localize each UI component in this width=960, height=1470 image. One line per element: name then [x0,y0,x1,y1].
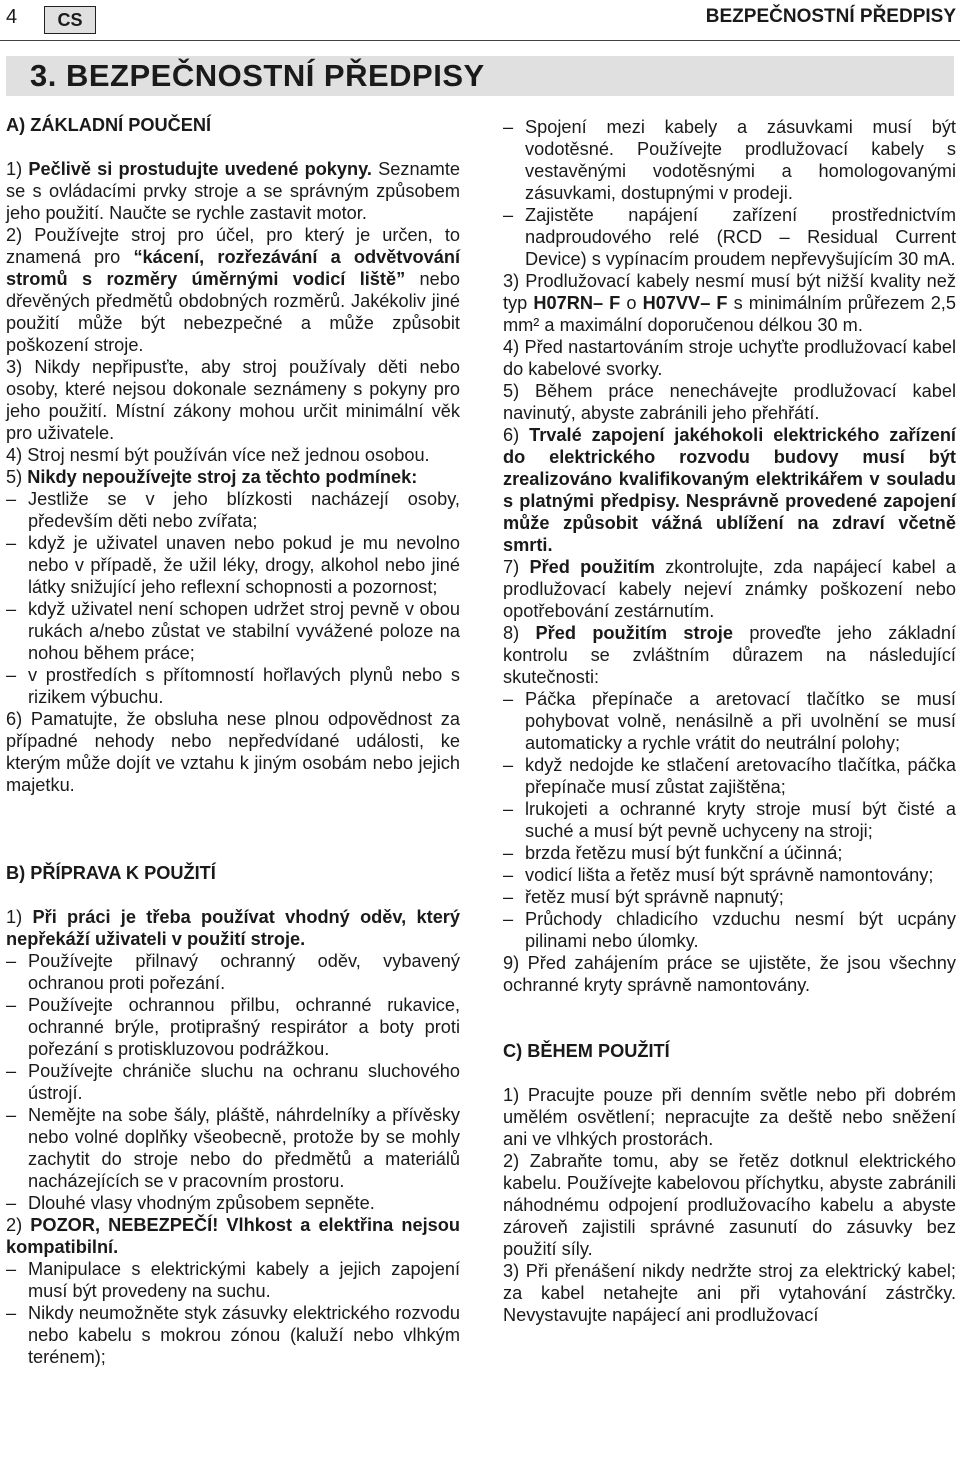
list-item: – Používejte chrániče sluchu na ochranu sluchového ústrojí. [6,1060,460,1104]
list-item: – vodicí lišta a řetěz musí být správně namontovány; [503,864,956,886]
list-item: – Spojení mezi kabely a zásuvkami musí být vodotěsné. Používejte prodlužovací kabely s vestavěnými vodotěsnými a homologovanými zásuvkami, dostupnými v prodeji. [503,116,956,204]
right-column [503,116,956,1326]
list-item: – Nikdy neumožněte styk zásuvky elektrického rozvodu nebo kabelu s mokrou zónou (kaluží nebo vlhkým terénem); [6,1302,460,1368]
paragraph: 9) Před zahájením práce se ujistěte, že jsou všechny ochranné kryty správně namontovány. [503,953,956,995]
paragraph: 4) Stroj nesmí být používán více než jednou osobou. [6,445,430,465]
list-item: – Zajistěte napájení zařízení prostřednictvím nadproudového relé (RCD – Residual Current Device) s vypínacím proudem nepřevyšujícím 30 mA. [503,204,956,270]
list-item: – Jestliže se v jeho blízkosti nacházejí osoby, především děti nebo zvířata; [6,488,460,532]
list-item: – řetěz musí být správně napnutý; [503,886,956,908]
paragraph: 3) Prodlužovací kabely nesmí musí být nižší kvality než typ H07RN– F o H07VV– F s minimálním průřezem 2,5 mm² a maximální doporučenou délkou 30 m. [503,271,956,335]
list-item: – Průchody chladicího vzduchu nesmí být ucpány pilinami nebo úlomky. [503,908,956,952]
section-b-heading: B) PŘÍPRAVA K POUŽITÍ [6,863,216,883]
paragraph: 3) Nikdy nepřipusťte, aby stroj používaly děti nebo osoby, které nejsou dokonale seznámeny s pokyny pro jeho použití. Místní zákony mohou určit minimální věk pro uživatele. [6,357,460,443]
list-item: – brzda řetězu musí být funkční a účinná; [503,842,956,864]
paragraph: 1) Pracujte pouze při denním světle nebo při dobrém umělém osvětlení; nepracujte za deště nebo sněžení ani ve vlhkých prostorách. [503,1085,956,1149]
paragraph: 3) Při přenášení nikdy nedržte stroj za elektrický kabel; za kabel netahejte ani při vytahování zástrčky. Nevystavujte napájecí ani prodlužovací [503,1261,956,1325]
chapter-title: 3. BEZPEČNOSTNÍ PŘEDPISY [30,58,485,93]
list-item: – když je uživatel unaven nebo pokud je mu nevolno nebo v případě, že užil léky, drogy, alkohol nebo jiné látky snižující jeho reflexní schopnosti a pozornost; [6,532,460,598]
section-c-heading: C) BĚHEM POUŽITÍ [503,1041,670,1061]
paragraph: 2) Zabraňte tomu, aby se řetěz dotknul elektrického kabelu. Používejte kabelovou příchytku, abyste zabránili náhodnému odpojení prodlužovacího kabelu a abyste zároveň zajistili správné zasunutí do zásuvky bez použití síly. [503,1151,956,1259]
page-number: 4 [6,6,18,28]
list-item: – když uživatel není schopen udržet stroj pevně v obou rukách a/nebo zůstat ve stabilní vyvážené poloze na nohou během práce; [6,598,460,664]
paragraph: 1) Pečlivě si prostudujte uvedené pokyny. Seznamte se s ovládacími prvky stroje a se správným způsobem jeho použití. Naučte se rychle zastavit motor. [6,159,461,223]
paragraph: 7) Před použitím zkontrolujte, zda napájecí kabel a prodlužovací kabely nejeví známky poškození nebo opotřebování zestárnutím. [503,557,956,621]
list-item: – Páčka přepínače a aretovací tlačítko se musí pohybovat volně, nenásilně a při uvolnění se musí automaticky a rychle vrátit do neutrální polohy; [503,688,956,754]
list-item: – Používejte ochrannou přilbu, ochranné rukavice, ochranné brýle, protiprašný respirátor a boty proti pořezání s protiskluzovou podrážkou. [6,994,460,1060]
header-divider [0,40,960,41]
list-item: – lrukojeti a ochranné kryty stroje musí být čisté a suché a musí být pevně uchyceny na stroji; [503,798,956,842]
list-item: – Dlouhé vlasy vhodným způsobem sepněte. [6,1192,460,1214]
list-item: – v prostředích s přítomností hořlavých plynů nebo s rizikem výbuchu. [6,664,460,708]
paragraph: 4) Před nastartováním stroje uchyťte prodlužovací kabel do kabelové svorky. [503,337,956,379]
paragraph: 6) Pamatujte, že obsluha nese plnou odpovědnost za případné nehody nebo nepředvídané události, ke kterým může dojít ve vztahu k jiným osobám nebo jejich majetku. [6,709,460,795]
paragraph: 2) POZOR, NEBEZPEČÍ! Vlhkost a elektřina nejsou kompatibilní. [6,1215,460,1257]
paragraph: 6) Trvalé zapojení jakéhokoli elektrického zařízení do elektrického rozvodu budovy musí být zrealizováno kvalifikovaným elektrikářem v souladu s platnými předpisy. Nesprávně provedené zapojení může způsobit vážná ublížení na zdraví včetně smrti. [503,425,956,555]
list-item: – Nemějte na sobe šály, pláště, náhrdelníky a přívěsky nebo volné doplňky všeobecně, protože by se mohly zachytit do stroje nebo do předmětů a materiálů nacházejících se v pracovním prostoru. [6,1104,460,1192]
list-item: – když nedojde ke stlačení aretovacího tlačítka, páčka přepínače musí zůstat zajištěna; [503,754,956,798]
paragraph: 5) Během práce nenechávejte prodlužovací kabel navinutý, abyste zabránili jeho přehřátí. [503,381,956,423]
left-column [6,114,460,1368]
list-item: – Manipulace s elektrickými kabely a jejich zapojení musí být provedeny na suchu. [6,1258,460,1302]
paragraph: 5) Nikdy nepoužívejte stroj za těchto podmínek: [6,467,418,487]
running-header: BEZPEČNOSTNÍ PŘEDPISY [705,6,956,27]
section-a-heading: A) ZÁKLADNÍ POUČENÍ [6,115,212,135]
language-tag: CS [44,6,96,34]
paragraph: 2) Používejte stroj pro účel, pro který je určen, to znamená pro “kácení, rozřezávání a odvětvování stromů s rozměry úměrnými vodicí liště” nebo dřevěných předmětů obdobných rozměrů. Jakékoliv jiné použití může být nebezpečné a může způsobit poškození stroje. [6,225,461,355]
paragraph: 1) Při práci je třeba používat vhodný oděv, který nepřekáží uživateli v použití stroje. [6,907,461,949]
list-item: – Používejte přilnavý ochranný oděv, vybavený ochranou proti pořezání. [6,950,460,994]
paragraph: 8) Před použitím stroje proveďte jeho základní kontrolu se zvláštním důrazem na následující skutečnosti: [503,623,956,687]
